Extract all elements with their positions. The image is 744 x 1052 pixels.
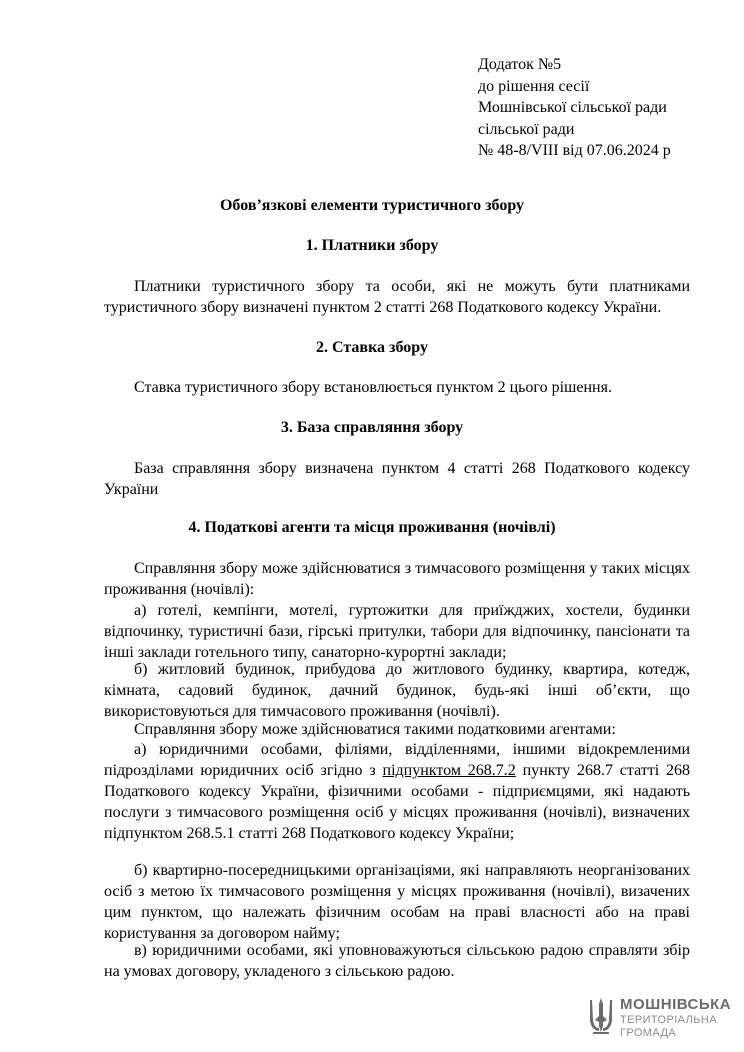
section-2-text: Ставка туристичного збору встановлюється пунктом 2 цього рішення. <box>134 379 612 396</box>
paragraph-5-end: пункту 268.7 статті 268 Податкового кодексу України, фізичними особами - підприємцями, які надають послуги з тимчасового розміщення осіб у місцях проживання (ночівлі), визначених підпунктом 268.5.1 статті 268 Податкового кодексу України; <box>104 762 691 842</box>
document-title: Обов’язкові елементи туристичного збору <box>219 197 525 214</box>
section-1-heading: 1. Платники збору <box>305 237 439 254</box>
section-3-heading: 3. База справляння збору <box>280 419 464 436</box>
section-4-paragraph-3: б) житловий будинок, прибудова до житлового будинку, квартира, котедж, кімната, садовий будинок, дачний будинок, будь-які інші об’єкти, що використовуються для тимчасового проживання (ночівлі). <box>104 661 690 720</box>
appendix-line-3: Мошнівської сільської ради <box>478 99 667 116</box>
appendix-line-2: до рішення сесії <box>478 77 590 95</box>
community-logo <box>586 994 732 1042</box>
section-2-heading: 2. Ставка збору <box>316 339 428 356</box>
section-4-paragraph-1: Справляння збору може здійснюватися з тимчасового розміщення у таких місцях проживання (ночівлі): <box>104 560 690 598</box>
logo-title: МОШНІВСЬКА <box>620 996 732 1013</box>
appendix-line-5: № 48-8/VIII від 07.06.2024 р <box>478 142 671 159</box>
logo-subtitle-2: ГРОМАДА <box>620 1027 677 1039</box>
section-4-paragraph-7: в) юридичними особами, які уповноважуються сільською радою справляти збір на умовах договору, укладеного з сільською радою. <box>104 942 690 980</box>
section-1-text: Платники туристичного збору та особи, які не можуть бути платниками туристичного збору визначені пунктом 2 статті 268 Податкового кодексу України. <box>104 278 690 316</box>
section-4-paragraph-5 <box>104 739 690 844</box>
appendix-line-1: Додаток №5 <box>478 56 562 73</box>
section-3-text: База справляння збору визначена пунктом 4 статті 268 Податкового кодексу України <box>104 460 690 498</box>
section-4-heading: 4. Податкові агенти та місця проживання (ночівлі) <box>188 519 556 536</box>
section-4-paragraph-4: Справляння збору може здійснюватися такими податковими агентами: <box>134 721 616 738</box>
paragraph-5-start: а) юридичними особами, філіями, відділеннями, іншими відокремленими підрозділами юридичних осіб згідно з <box>104 741 690 779</box>
subparagraph-268-7-2-link[interactable]: підпунктом 268.7.2 <box>382 762 516 779</box>
section-4-paragraph-6: б) квартирно-посередницькими організаціями, які направляють неорганізованих осіб з метою їх тимчасового розміщення у місцях проживання (ночівлі), визачених цим пунктом, що належать фізичним особам на праві власності або на праві користування за договором найму; <box>104 862 690 942</box>
trident-icon <box>588 996 614 1036</box>
logo-subtitle-1: ТЕРИТОРІАЛЬНА <box>620 1014 717 1026</box>
appendix-line-4: сільської ради <box>478 120 575 138</box>
appendix-block <box>478 54 671 162</box>
section-4-paragraph-2: а) готелі, кемпінги, мотелі, гуртожитки для приїжджих, хостели, будинки відпочинку, туристичні бази, гірські притулки, табори для відпочинку, пансіонати та інші заклади готельного типу, санаторно-курортні заклади; <box>104 602 690 661</box>
